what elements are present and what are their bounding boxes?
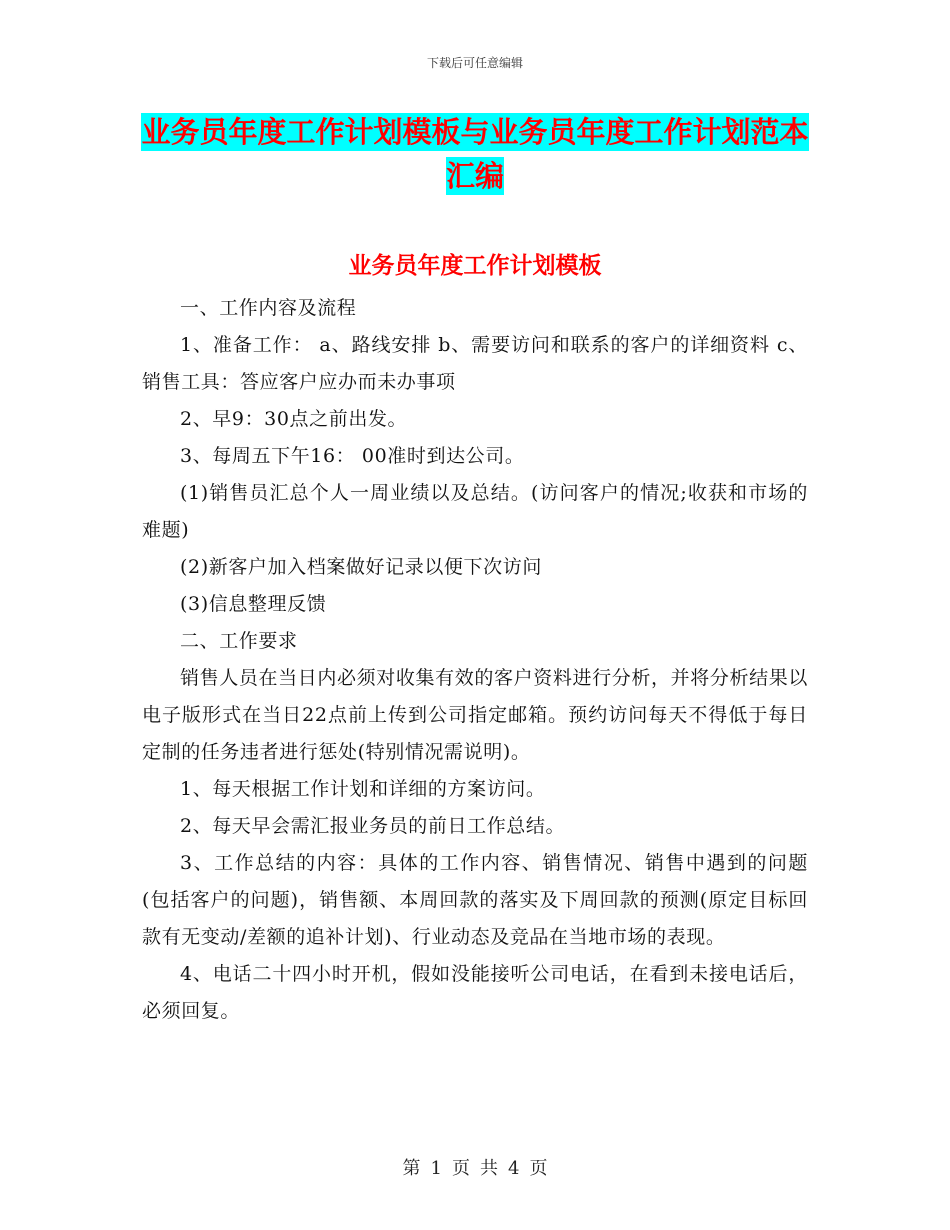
page-prefix: 第 (402, 1158, 421, 1179)
paragraph: 4、电话二十四小时开机，假如没能接听公司电话，在看到未接电话后，必须回复。 (142, 963, 808, 1022)
paragraph: 2、早9：30点之前出发。 (180, 408, 408, 430)
paragraph: 销售人员在当日内必须对收集有效的客户资料进行分析，并将分析结果以电子版形式在当日22点前上传到公司指定邮箱。预约访问每天不得低于每日定制的任务违者进行惩处(特别情况需说明)。 (142, 667, 808, 763)
page-current: 1 (430, 1158, 442, 1179)
paragraph: (1)销售员汇总个人一周业绩以及总结。(访问客户的情况;收获和市场的难题) (142, 482, 808, 541)
paragraph: 二、工作要求 (180, 630, 298, 652)
paragraph: 1、每天根据工作计划和详细的方案访问。 (180, 778, 546, 800)
section-title: 业务员年度工作计划模板 (348, 253, 602, 279)
paragraph: 1、准备工作： a、路线安排 b、需要访问和联系的客户的详细资料 c、销售工具：答应客户应办而未办事项 (142, 334, 808, 393)
document-title (140, 110, 810, 198)
document-title-line2: 汇编 (445, 159, 504, 193)
page-mid: 页 (452, 1158, 470, 1179)
document-body (142, 290, 808, 1030)
page-total: 4 (508, 1158, 520, 1179)
paragraph: (3)信息整理反馈 (180, 593, 327, 615)
paragraph: 3、工作总结的内容：具体的工作内容、销售情况、销售中遇到的问题(包括客户的问题)，销售额、本周回款的落实及下周回款的预测(原定目标回款有无变动/差额的追补计划)、行业动态及竞品在当地市场的表现。 (142, 852, 808, 948)
header-note: 下载后可任意编辑 (426, 56, 523, 70)
page-suffix: 页 (529, 1158, 548, 1179)
document-title-line1: 业务员年度工作计划模板与业务员年度工作计划范本 (141, 115, 809, 149)
paragraph: 3、每周五下午16： 00准时到达公司。 (180, 445, 525, 467)
page-total-prefix: 共 (480, 1158, 498, 1179)
paragraph: (2)新客户加入档案做好记录以便下次访问 (180, 556, 542, 578)
paragraph: 2、每天早会需汇报业务员的前日工作总结。 (180, 815, 566, 837)
page-number-footer (0, 1154, 950, 1180)
paragraph: 一、工作内容及流程 (180, 297, 357, 319)
